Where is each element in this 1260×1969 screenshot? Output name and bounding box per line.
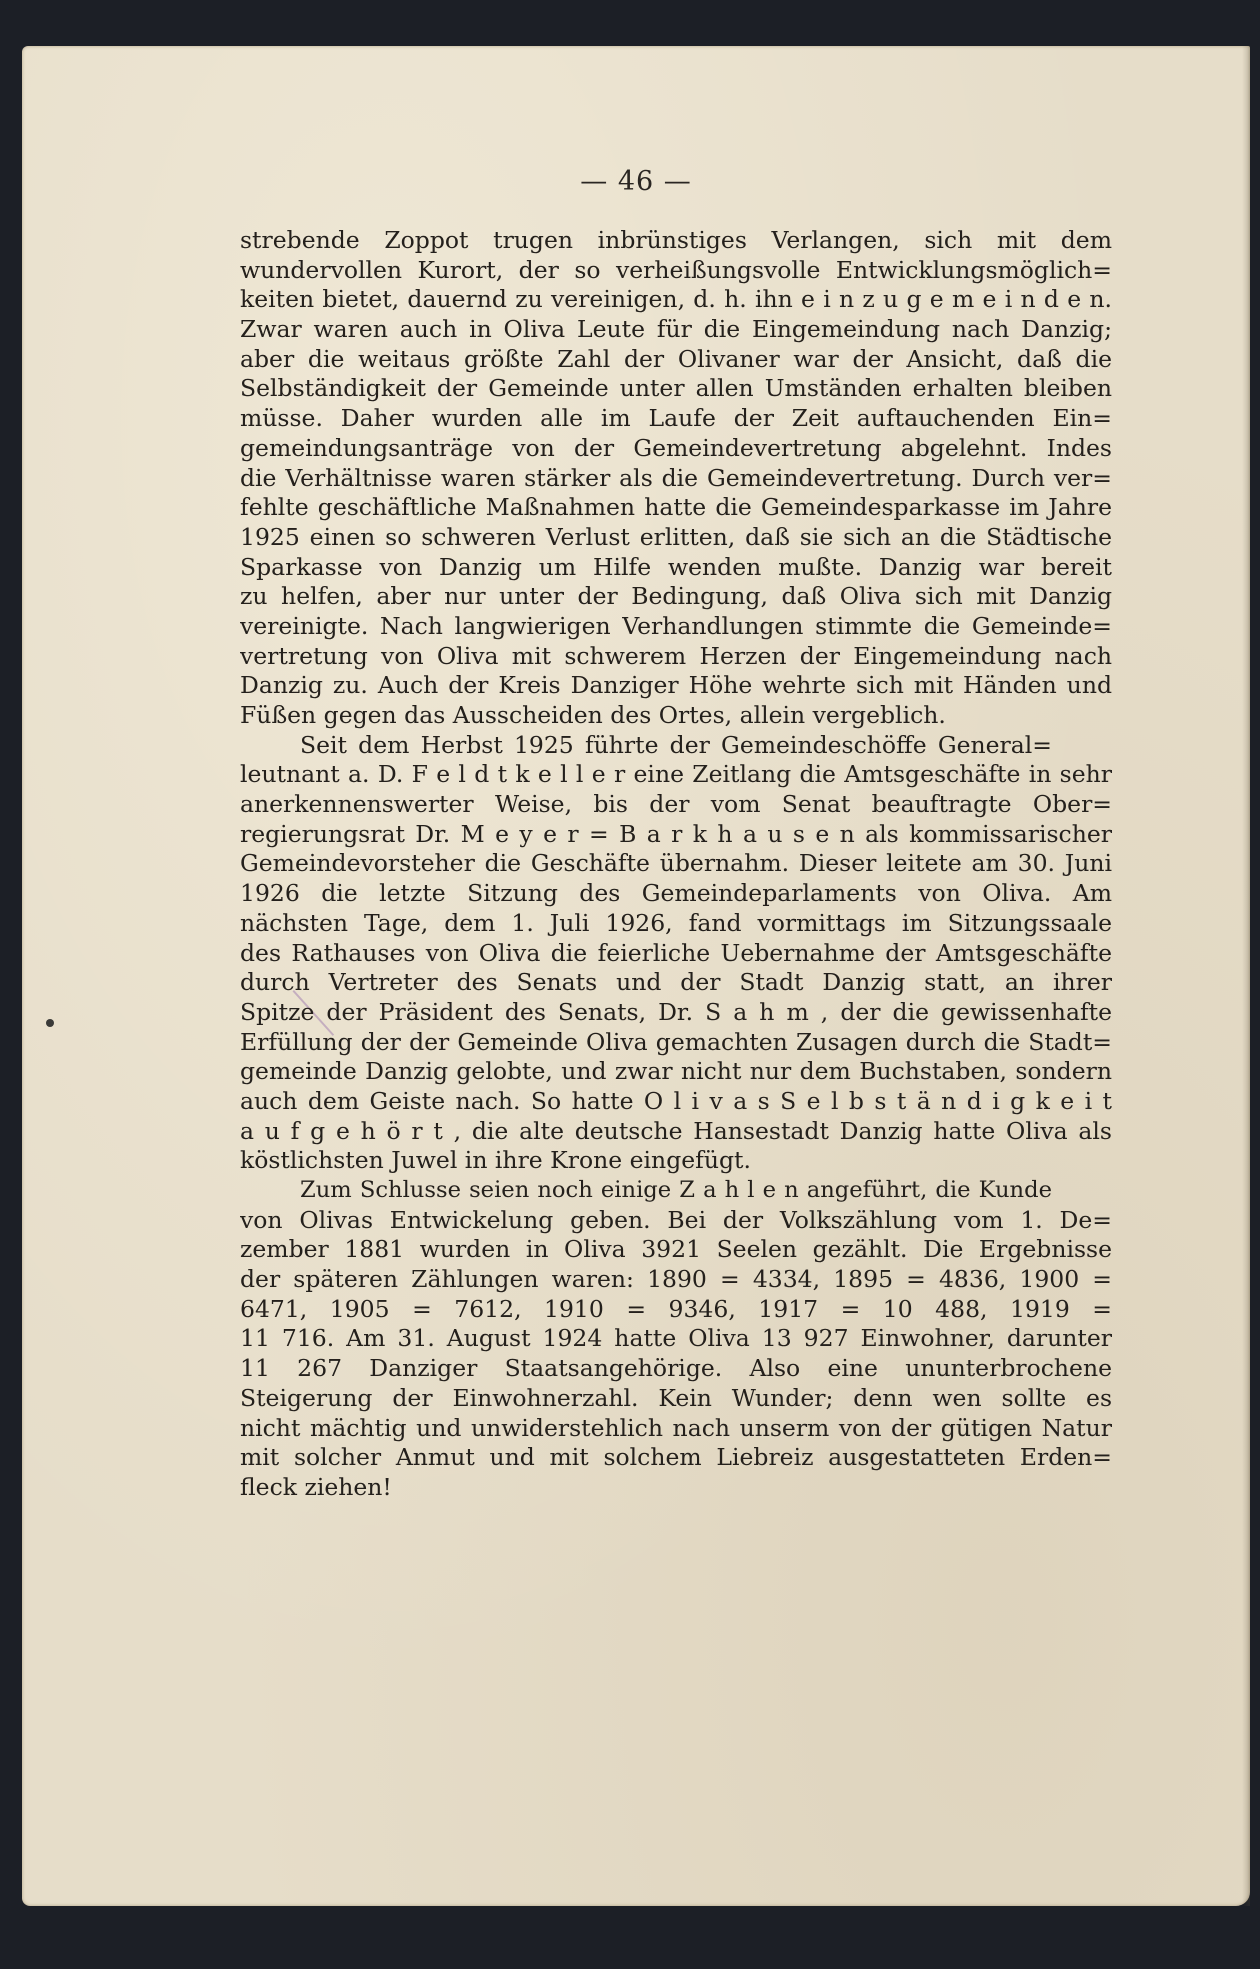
text-line: [240, 1087, 1112, 1117]
text-line-content: Zwar waren auch in Oliva Leute für die Eingemeindung nach Danzig;: [240, 315, 1112, 344]
text-line: [240, 1473, 1112, 1503]
text-line-content: Erfüllung der der Gemeinde Oliva gemachten Zusagen durch die Stadt=: [240, 1027, 1112, 1056]
text-line: [240, 612, 1112, 642]
text-line: [240, 1295, 1112, 1325]
text-line-content: strebende Zoppot trugen inbrünstiges Verlangen, sich mit dem: [240, 226, 1112, 254]
text-line: [240, 731, 1112, 761]
text-line-content: regierungsrat Dr. M e y e r = B a r k h a u s e n als kommissarischer: [240, 819, 1112, 848]
text-line-content: leutnant a. D. F e l d t k e l l e r eine Zeitlang die Amtsgeschäfte in sehr: [240, 760, 1112, 789]
text-line: [240, 879, 1112, 909]
text-line: [240, 671, 1112, 701]
text-line: [240, 820, 1112, 850]
text-line-content: köstlichsten Juwel in ihre Krone eingefügt.: [240, 1146, 751, 1175]
text-line-content: fleck ziehen!: [240, 1472, 392, 1501]
text-line-content: müsse. Daher wurden alle im Laufe der Zeit auftauchenden Ein=: [240, 404, 1112, 433]
text-line: [240, 1265, 1112, 1295]
text-line-content: fehlte geschäftliche Maßnahmen hatte die Gemeindesparkasse im Jahre: [240, 493, 1112, 522]
text-line: [240, 760, 1112, 790]
text-line: [240, 968, 1112, 998]
body-text: [240, 226, 1112, 1503]
text-line: [240, 1146, 1112, 1176]
text-line: [240, 553, 1112, 583]
text-line: [240, 582, 1112, 612]
text-line-content: vertretung von Oliva mit schwerem Herzen der Eingemeindung nach: [240, 641, 1112, 670]
text-line-content: 11 716. Am 31. August 1924 hatte Oliva 13 927 Einwohner, darunter: [240, 1324, 1112, 1353]
text-line: [240, 464, 1112, 494]
text-line-content: 1925 einen so schweren Verlust erlitten, daß sie sich an die Städtische: [240, 522, 1112, 551]
text-line-content: aber die weitaus größte Zahl der Olivaner war der Ansicht, daß die: [240, 344, 1112, 373]
text-line: [240, 315, 1112, 345]
text-line-content: vereinigte. Nach langwierigen Verhandlungen stimmte die Gemeinde=: [240, 611, 1112, 640]
text-line-content: Steigerung der Einwohnerzahl. Kein Wunder; denn wen sollte es: [240, 1383, 1112, 1412]
text-line-content: durch Vertreter des Senats und der Stadt Danzig statt, an ihrer: [240, 968, 1112, 997]
text-line-content: Zum Schlusse seien noch einige Z a h l e n angeführt, die Kunde: [300, 1177, 1052, 1203]
text-line-content: die Verhältnisse waren stärker als die Gemeindevertretung. Durch ver=: [240, 463, 1112, 492]
text-line: [240, 1443, 1112, 1473]
text-line-content: gemeindungsanträge von der Gemeindevertretung abgelehnt. Indes: [240, 433, 1112, 462]
text-line-content: wundervollen Kurort, der so verheißungsvolle Entwicklungsmöglich=: [240, 255, 1112, 284]
text-line-content: zember 1881 wurden in Oliva 3921 Seelen gezählt. Die Ergebnisse: [240, 1235, 1112, 1264]
text-line-content: keiten bietet, dauernd zu vereinigen, d. h. ihn e i n z u g e m e i n d e n.: [240, 285, 1112, 314]
text-line-content: Danzig zu. Auch der Kreis Danziger Höhe wehrte sich mit Händen und: [240, 671, 1112, 700]
text-line: [240, 345, 1112, 375]
text-line-content: mit solcher Anmut und mit solchem Liebreiz ausgestatteten Erden=: [240, 1443, 1112, 1472]
text-line: [240, 493, 1112, 523]
text-line: [240, 226, 1112, 256]
text-line-content: Seit dem Herbst 1925 führte der Gemeindeschöffe General=: [300, 730, 1052, 759]
text-line-content: Spitze der Präsident des Senats, Dr. S a h m , der die gewissenhafte: [240, 997, 1112, 1026]
text-line: [240, 790, 1112, 820]
text-line-content: 1926 die letzte Sitzung des Gemeindeparlaments von Oliva. Am: [240, 879, 1112, 908]
text-line: [240, 523, 1112, 553]
text-line-content: Sparkasse von Danzig um Hilfe wenden mußte. Danzig war bereit: [240, 552, 1112, 581]
text-line-content: auch dem Geiste nach. So hatte O l i v a s S e l b s t ä n d i g k e i t: [240, 1086, 1112, 1115]
text-line: [240, 1414, 1112, 1444]
text-line: [240, 1206, 1112, 1236]
text-line: [240, 909, 1112, 939]
text-line: [240, 404, 1112, 434]
text-line: [240, 1176, 1112, 1206]
book-page: [22, 46, 1250, 1906]
text-line-content: 11 267 Danziger Staatsangehörige. Also eine ununterbrochene: [240, 1354, 1112, 1383]
page-edge-shadow: [1242, 46, 1250, 1906]
text-line: [240, 285, 1112, 315]
text-line-content: Füßen gegen das Ausscheiden des Ortes, allein vergeblich.: [240, 701, 946, 729]
text-line: [240, 1354, 1112, 1384]
text-line: [240, 1235, 1112, 1265]
text-line: [240, 1117, 1112, 1147]
text-line-content: gemeinde Danzig gelobte, und zwar nicht nur dem Buchstaben, sondern: [240, 1057, 1112, 1086]
text-line-content: zu helfen, aber nur unter der Bedingung, daß Oliva sich mit Danzig: [240, 582, 1112, 611]
text-line: [240, 642, 1112, 672]
text-line-content: nächsten Tage, dem 1. Juli 1926, fand vormittags im Sitzungssaale: [240, 908, 1112, 937]
text-line: [240, 701, 1112, 731]
text-line-content: Gemeindevorsteher die Geschäfte übernahm. Dieser leitete am 30. Juni: [240, 849, 1112, 878]
text-line: [240, 1057, 1112, 1087]
text-line: [240, 434, 1112, 464]
text-line: [240, 256, 1112, 286]
paper-speck: [46, 1019, 54, 1027]
text-line-content: a u f g e h ö r t , die alte deutsche Hansestadt Danzig hatte Oliva als: [240, 1116, 1112, 1145]
text-line: [240, 939, 1112, 969]
text-line-content: anerkennenswerter Weise, bis der vom Senat beauftragte Ober=: [240, 790, 1112, 819]
text-line: [240, 1384, 1112, 1414]
text-line-content: der späteren Zählungen waren: 1890 = 4334, 1895 = 4836, 1900 =: [240, 1265, 1112, 1294]
text-line-content: 6471, 1905 = 7612, 1910 = 9346, 1917 = 10 488, 1919 =: [240, 1294, 1112, 1323]
text-line-content: Selbständigkeit der Gemeinde unter allen Umständen erhalten bleiben: [240, 374, 1112, 403]
text-line: [240, 849, 1112, 879]
text-line-content: nicht mächtig und unwiderstehlich nach unserm von der gütigen Natur: [240, 1413, 1112, 1442]
text-line: [240, 1028, 1112, 1058]
text-line: [240, 1324, 1112, 1354]
page-number: — 46 —: [580, 166, 692, 197]
text-line: [240, 374, 1112, 404]
text-line-content: von Olivas Entwickelung geben. Bei der Volkszählung vom 1. De=: [240, 1205, 1112, 1234]
text-line-content: des Rathauses von Oliva die feierliche Uebernahme der Amtsgeschäfte: [240, 938, 1112, 967]
text-line: [240, 998, 1112, 1028]
